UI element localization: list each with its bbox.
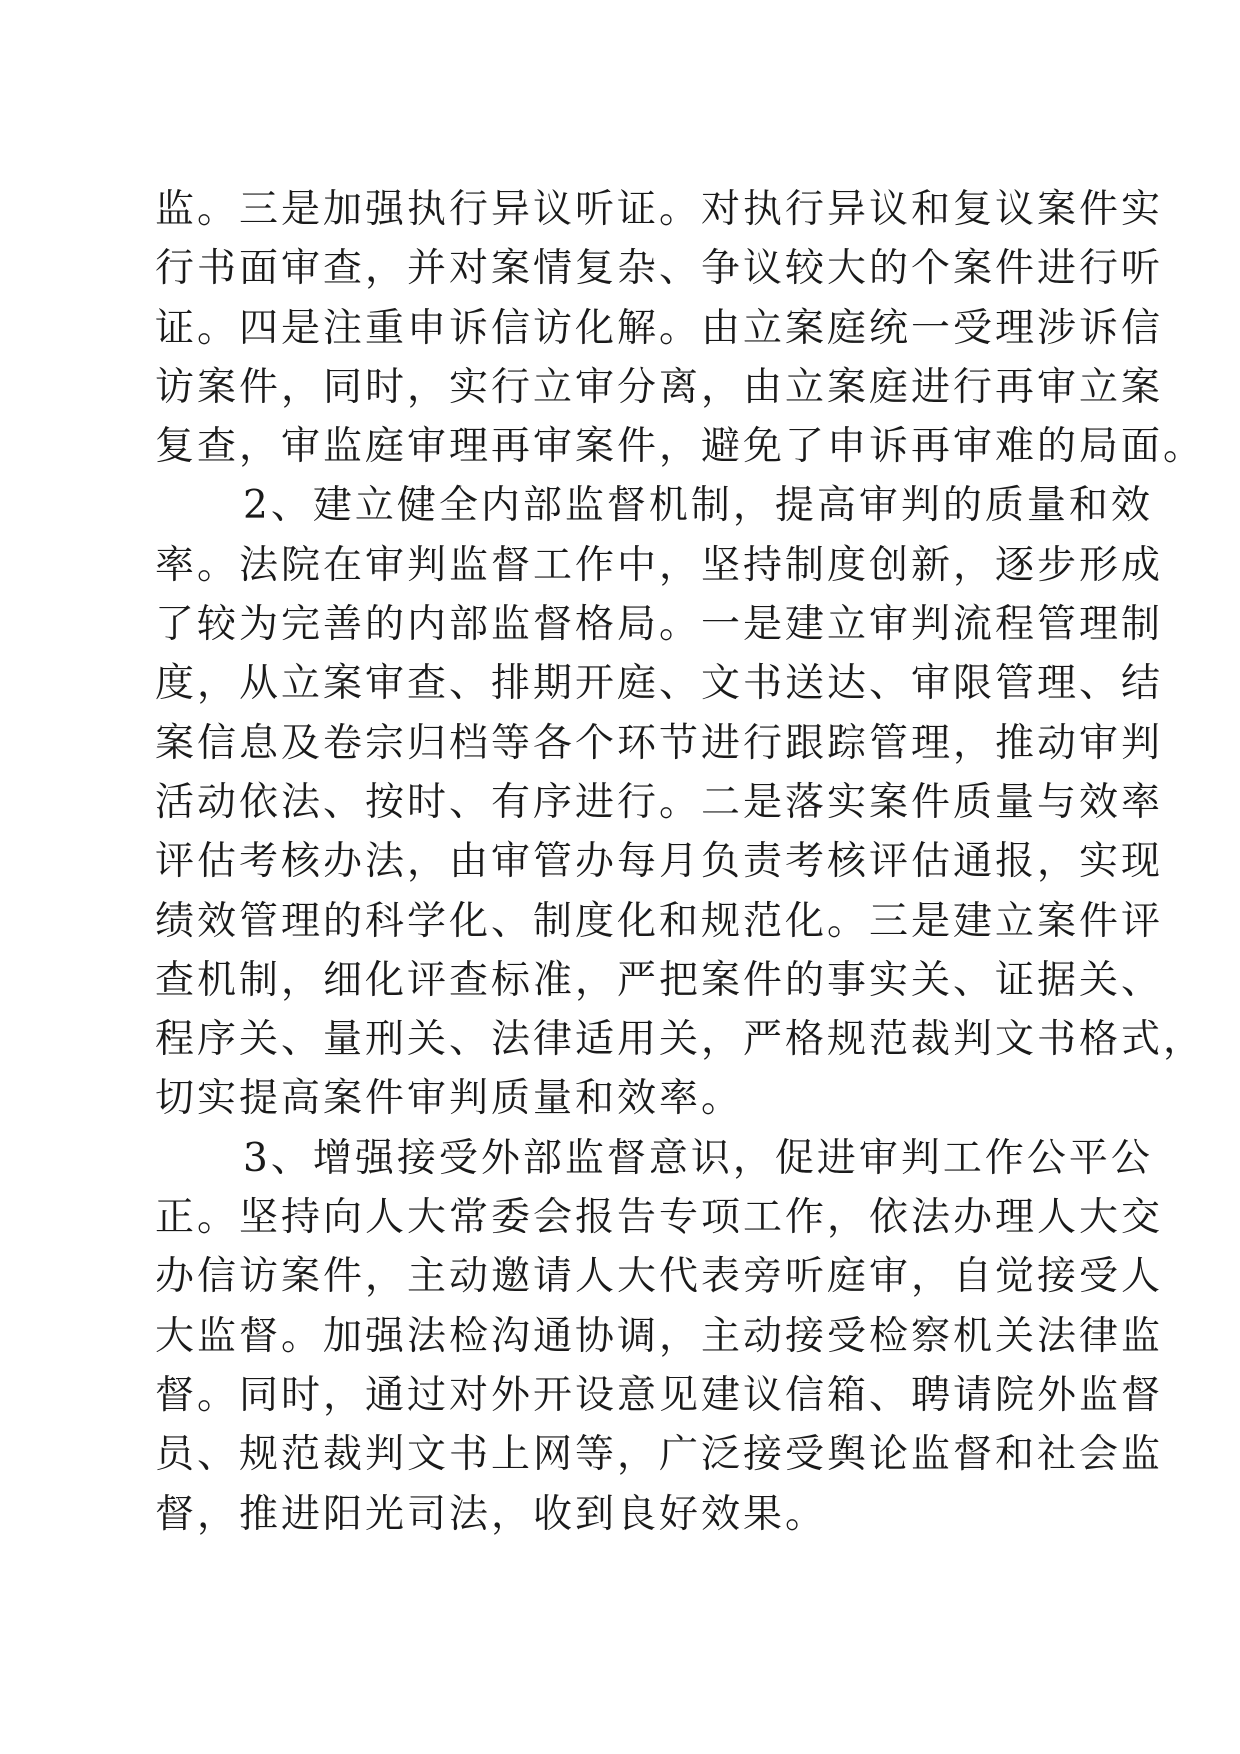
text-line: 率。法院在审判监督工作中，坚持制度创新，逐步形成: [155, 542, 1164, 588]
text-line: 了较为完善的内部监督格局。一是建立审判流程管理制: [155, 602, 1164, 648]
text-line: 切实提高案件审判质量和效率。: [155, 1076, 744, 1122]
text-line: 访案件，同时，实行立审分离，由立案庭进行再审立案: [155, 364, 1164, 410]
text-line: 评估考核办法，由审管办每月负责考核评估通报，实现: [155, 839, 1164, 885]
text-line: 活动依法、按时、有序进行。二是落实案件质量与效率: [155, 779, 1164, 825]
text-line: 行书面审查，并对案情复杂、争议较大的个案件进行听: [155, 246, 1164, 292]
text-line: 正。坚持向人大常委会报告专项工作，依法办理人大交: [155, 1195, 1164, 1241]
section-2-heading-line: 2、建立健全内部监督机制，提高审判的质量和效: [243, 483, 1153, 529]
text-line: 大监督。加强法检沟通协调，主动接受检察机关法律监: [155, 1313, 1164, 1359]
text-line: 查机制，细化评查标准，严把案件的事实关、证据关、: [155, 957, 1164, 1003]
text-line: 绩效管理的科学化、制度化和规范化。三是建立案件评: [155, 898, 1164, 944]
text-line: 复查，审监庭审理再审案件，避免了申诉再审难的局面。: [155, 424, 1206, 470]
text-line: 督。同时，通过对外开设意见建议信箱、聘请院外监督: [155, 1372, 1164, 1418]
text-line: 员、规范裁判文书上网等，广泛接受舆论监督和社会监: [155, 1432, 1164, 1478]
text-line: 监。三是加强执行异议听证。对执行异议和复议案件实: [155, 187, 1164, 232]
text-line: 案信息及卷宗归档等各个环节进行跟踪管理，推动审判: [155, 720, 1164, 766]
body-text: [155, 180, 1206, 1544]
text-line: 办信访案件，主动邀请人大代表旁听庭审，自觉接受人: [155, 1254, 1164, 1300]
text-line: 度，从立案审查、排期开庭、文书送达、审限管理、结: [155, 661, 1164, 707]
text-line: 证。四是注重申诉信访化解。由立案庭统一受理涉诉信: [155, 305, 1164, 351]
text-line: 督，推进阳光司法，收到良好效果。: [155, 1491, 828, 1537]
section-3-heading-line: 3、增强接受外部监督意识，促进审判工作公平公: [243, 1135, 1153, 1181]
text-line: 程序关、量刑关、法律适用关，严格规范裁判文书格式，: [155, 1017, 1206, 1063]
